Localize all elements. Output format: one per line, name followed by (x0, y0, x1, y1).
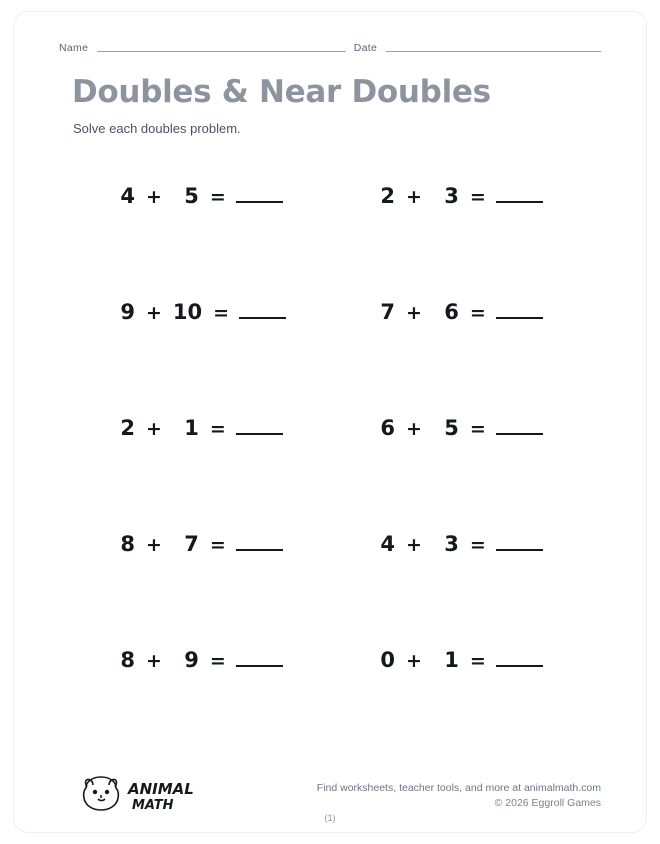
problem-item (369, 184, 543, 208)
operand-b: 3 (444, 532, 459, 556)
problem-item (369, 648, 543, 672)
problem-item (369, 532, 543, 556)
plus-sign: + (146, 186, 162, 208)
answer-blank[interactable] (236, 534, 283, 551)
operand-b: 9 (184, 648, 199, 672)
operand-b: 5 (184, 184, 199, 208)
problem-item (109, 184, 283, 208)
operand-b: 7 (184, 532, 199, 556)
problem-item (109, 648, 283, 672)
plus-sign: + (146, 302, 162, 324)
worksheet-sheet (14, 12, 646, 832)
equals-sign: = (209, 650, 226, 672)
answer-blank[interactable] (496, 418, 543, 435)
problem-row (59, 172, 601, 288)
plus-sign: + (406, 534, 422, 556)
answer-blank[interactable] (496, 534, 543, 551)
operand-a: 7 (380, 300, 395, 324)
operand-b: 10 (172, 300, 203, 324)
page-subtitle: Solve each doubles problem. (73, 121, 241, 136)
name-input-line[interactable] (97, 51, 346, 52)
equals-sign: = (209, 186, 226, 208)
problem-item (109, 416, 283, 440)
problem-item (109, 300, 286, 324)
footer-line-1: Find worksheets, teacher tools, and more at animalmath.com (316, 782, 601, 794)
equals-sign: = (469, 186, 486, 208)
worksheet-meta (59, 42, 601, 55)
equals-sign: = (469, 302, 486, 324)
operand-b: 1 (184, 416, 199, 440)
plus-sign: + (406, 186, 422, 208)
equals-sign: = (209, 534, 226, 556)
date-field-group (354, 42, 601, 55)
date-label: Date (353, 42, 378, 54)
answer-blank[interactable] (239, 302, 286, 319)
page-number: (1) (324, 813, 336, 823)
problem-row (59, 404, 601, 520)
plus-sign: + (146, 418, 162, 440)
problem-grid (59, 172, 601, 752)
answer-blank[interactable] (236, 650, 283, 667)
plus-sign: + (406, 302, 422, 324)
operand-a: 2 (380, 184, 395, 208)
operand-b: 6 (444, 300, 459, 324)
plus-sign: + (146, 534, 162, 556)
problem-row (59, 288, 601, 404)
logo-text-math: MATH (132, 798, 174, 813)
problem-item (369, 300, 543, 324)
operand-a: 4 (380, 532, 395, 556)
operand-a: 0 (380, 648, 395, 672)
problem-row (59, 636, 601, 752)
answer-blank[interactable] (496, 302, 543, 319)
footer-line-2: © 2026 Eggroll Games (494, 797, 601, 810)
operand-a: 9 (120, 300, 135, 324)
plus-sign: + (146, 650, 162, 672)
problem-row (59, 520, 601, 636)
answer-blank[interactable] (236, 186, 283, 203)
operand-b: 5 (444, 416, 459, 440)
name-label: Name (59, 42, 89, 54)
equals-sign: = (209, 418, 226, 440)
answer-blank[interactable] (236, 418, 283, 435)
equals-sign: = (213, 302, 230, 324)
equals-sign: = (469, 534, 486, 556)
operand-a: 4 (120, 184, 135, 208)
operand-a: 8 (120, 648, 135, 672)
problem-item (109, 532, 283, 556)
operand-a: 2 (120, 416, 135, 440)
plus-sign: + (406, 650, 422, 672)
page-title: Doubles & Near Doubles (72, 74, 491, 110)
name-field-group (59, 42, 346, 55)
equals-sign: = (469, 650, 486, 672)
date-input-line[interactable] (386, 51, 601, 52)
plus-sign: + (406, 418, 422, 440)
answer-blank[interactable] (496, 186, 543, 203)
problem-item (369, 416, 543, 440)
answer-blank[interactable] (496, 650, 543, 667)
operand-b: 1 (444, 648, 459, 672)
logo-text-animal: ANIMAL (128, 780, 194, 798)
operand-a: 8 (120, 532, 135, 556)
footer-credits (317, 781, 601, 811)
operand-b: 3 (444, 184, 459, 208)
operand-a: 6 (380, 416, 395, 440)
equals-sign: = (469, 418, 486, 440)
